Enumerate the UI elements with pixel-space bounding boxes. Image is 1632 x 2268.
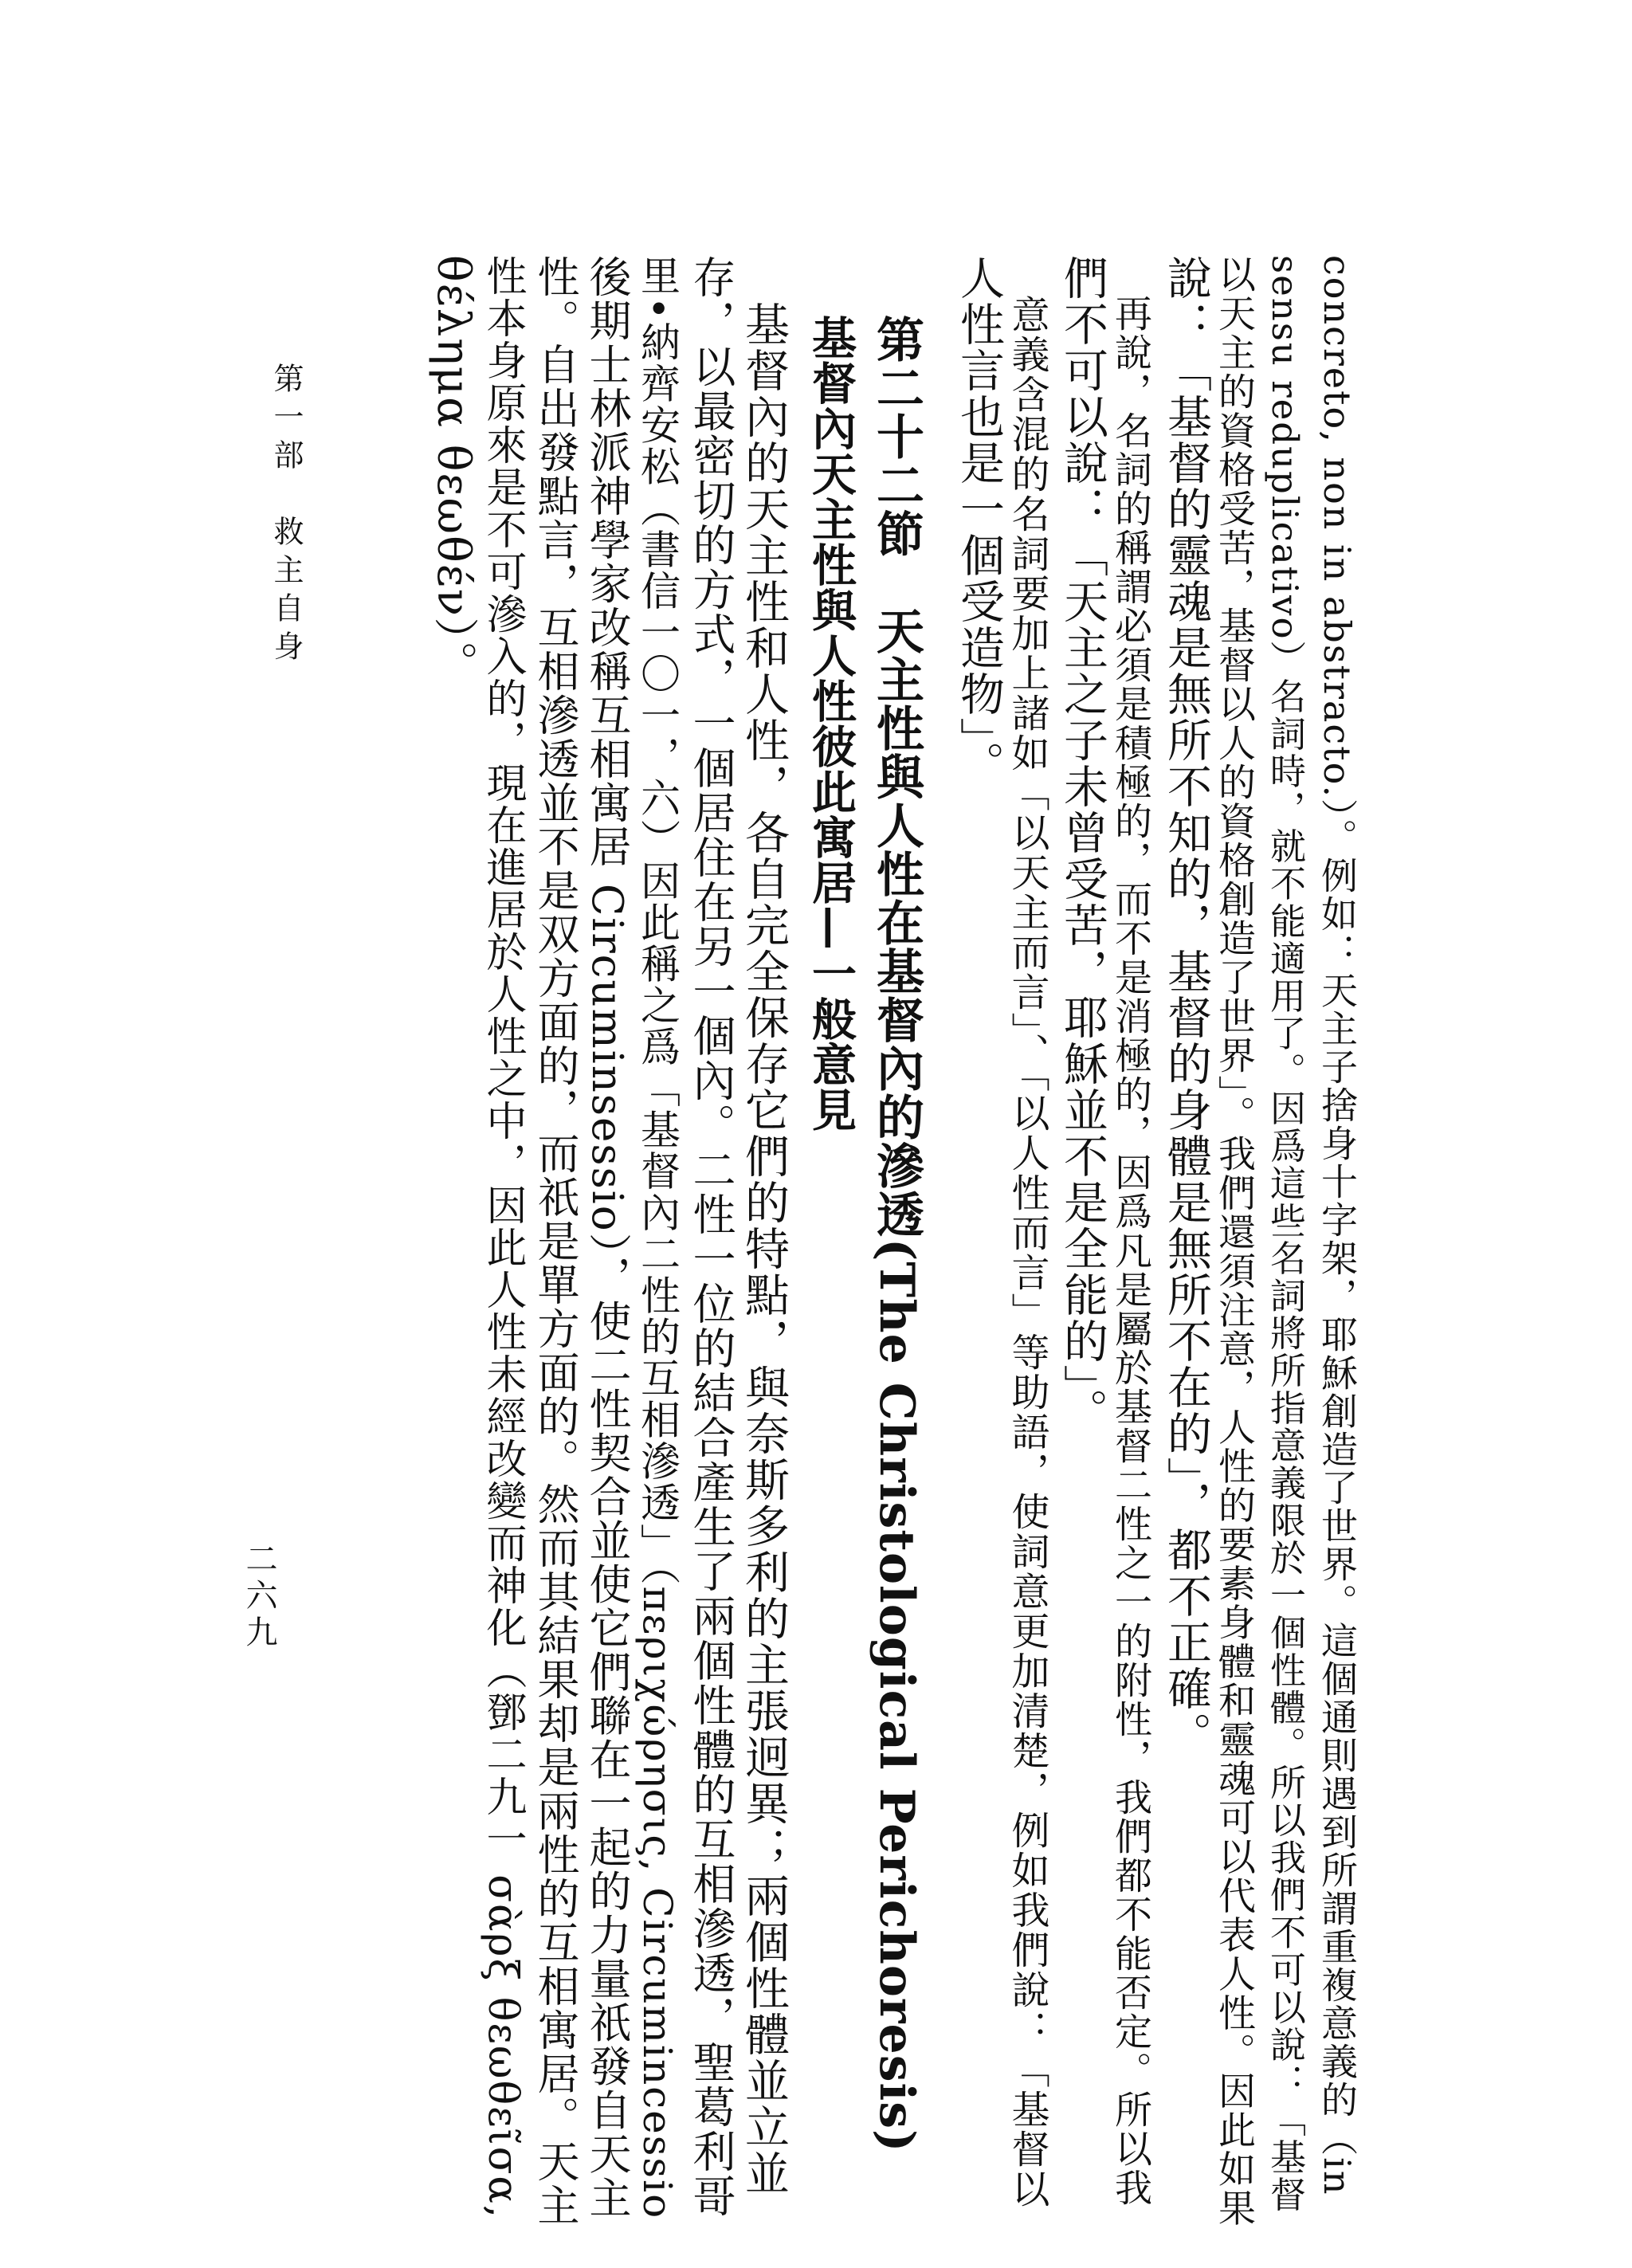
text-column-1: concreto, non in abstracto.）。例如：天主子捨身十字架，耶穌創造了世界。這個通則遇到所謂重複意義的（in: [1316, 255, 1359, 2196]
text-column-5: 再說，名詞的稱謂必須是積極的，而不是消極的，因爲凡是屬於基督二性之一的附性，我們都不能否定。所以我: [1108, 255, 1152, 2207]
subsection-heading: 基督內天主性與人性彼此寓居—一般意見: [805, 315, 857, 1132]
text-column-13: 性。自出發點言，互相滲透並不是双方面的，而祇是單方面的。然而其結果却是兩性的互相寓居。天主: [531, 255, 579, 2227]
text-column-12: 後期士林派神學家改稱互相寓居 Circuminsessio），使二性契合並使它們聯在一起的力量祇發自天主: [583, 255, 631, 2220]
text-column-2: sensu reduplicativo）名詞時，就不能適用了。因爲這些名詞將所指意義限於一個性體。所以我們不可以說：「基督: [1264, 255, 1306, 2214]
running-head: 第一部 救主自身: [269, 363, 304, 669]
text-column-7: 意義含混的名詞要加上諸如「以天主而言」、「以人性而言」等助語，使詞意更加清楚，例如我們說：「基督以: [1005, 255, 1049, 2209]
section-heading: 第二十二節 天主性與人性在基督內的滲透(The Christological Perichoresis): [869, 315, 924, 2153]
text-column-3: 以天主的資格受苦，基督以人的資格創造了世界」。我們還須注意，人性的要素身體和靈魂可以代表人性。因此如果: [1212, 255, 1256, 2228]
page-number: 二六九: [241, 1542, 277, 1652]
text-column-4: 說：「基督的靈魂是無所不知的，基督的身體是無所不在的」，都不正確。: [1160, 255, 1212, 1758]
text-column-9: 基督內的天主性和人性，各自完全保存它們的特點，與奈斯多利的主張迥異；兩個性體並立並: [738, 255, 790, 2196]
text-column-15: θέλημα θεωθέν）。: [427, 255, 479, 688]
text-column-14: 性本身原來是不可滲入的，現在進居於人性之中，因此人性未經改變而神化（鄧二九一 σὰρξ θεωθεῖσα,: [479, 255, 526, 2220]
text-column-8: 人性言也是一個受造物」。: [953, 255, 1005, 787]
text-column-6: 們不可以說：「天主之子未曾受苦，耶穌並不是全能的」。: [1057, 255, 1108, 1434]
text-column-10: 存，以最密切的方式，一個居住在另一個內。二性一位的結合產生了兩個性體的互相滲透，聖葛利哥: [686, 255, 736, 2219]
text-column-11: 里•納齊安松（書信一〇一，六）因此稱之爲「基督內二性的互相滲透」（περιχώρησις, Circumincessio: [634, 255, 681, 2220]
